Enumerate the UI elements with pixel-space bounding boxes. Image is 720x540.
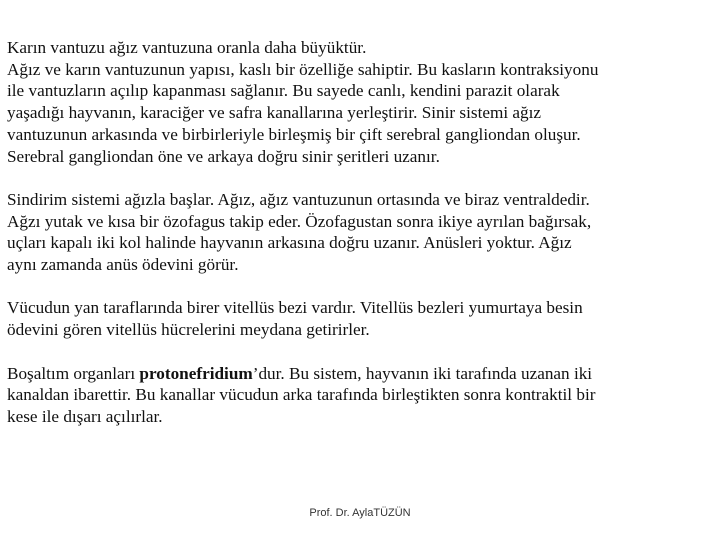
paragraph-gap	[7, 276, 709, 298]
paragraph-gap	[7, 341, 709, 363]
excretory-text-start: Boşaltım organları	[7, 363, 140, 383]
footer-author: Prof. Dr. AylaTÜZÜN	[309, 507, 411, 519]
slide-body	[7, 37, 709, 428]
paragraph-vitellus-glands: Vücudun yan taraflarında birer vitellüs bezi vardır. Vitellüs bezleri yumurtaya besin ödevini gören vitellüs hücrelerini meydana getirirler.	[7, 298, 583, 340]
paragraph-gap	[7, 167, 709, 189]
paragraph-excretory-system	[7, 363, 709, 428]
paragraph-digestive-system: Sindirim sistemi ağızla başlar. Ağız, ağız vantuzunun ortasında ve biraz ventraldedir. Ağzı yutak ve kısa bir özofagus takip eder. Özofagustan sonra ikiye ayrılan bağırsak, uçları kapalı iki kol halinde hayvanın arkasına doğru uzanır. Anüsleri yoktur. Ağız aynı zamanda anüs ödevini görür.	[7, 189, 592, 275]
protonefridium-term: protonefridium	[139, 363, 253, 383]
paragraph-suckers-nervous-system: Karın vantuzu ağız vantuzuna oranla daha büyüktür. Ağız ve karın vantuzunun yapısı, kaslı bir özelliğe sahiptir. Bu kasların kontraksiyonu ile vantuzların açılıp kapanması sağlanır. Bu sayede canlı, kendini parazit olarak yaşadığı hayvanın, karaciğer ve safra kanallarına yerleştirir. Sinir sistemi ağız vantuzunun arkasında ve birbirleriyle birleşmiş bir çift serebral gangliondan oluşur. Serebral gangliondan öne ve arkaya doğru sinir şeritleri uzanır.	[7, 38, 599, 166]
excretory-text-end: ’dur. Bu sistem, hayvanın iki tarafında uzanan iki kanaldan ibarettir. Bu kanallar vücudun arka tarafında birleştikten sonra kontraktil bir kese ile dışarı açılırlar.	[7, 363, 596, 426]
